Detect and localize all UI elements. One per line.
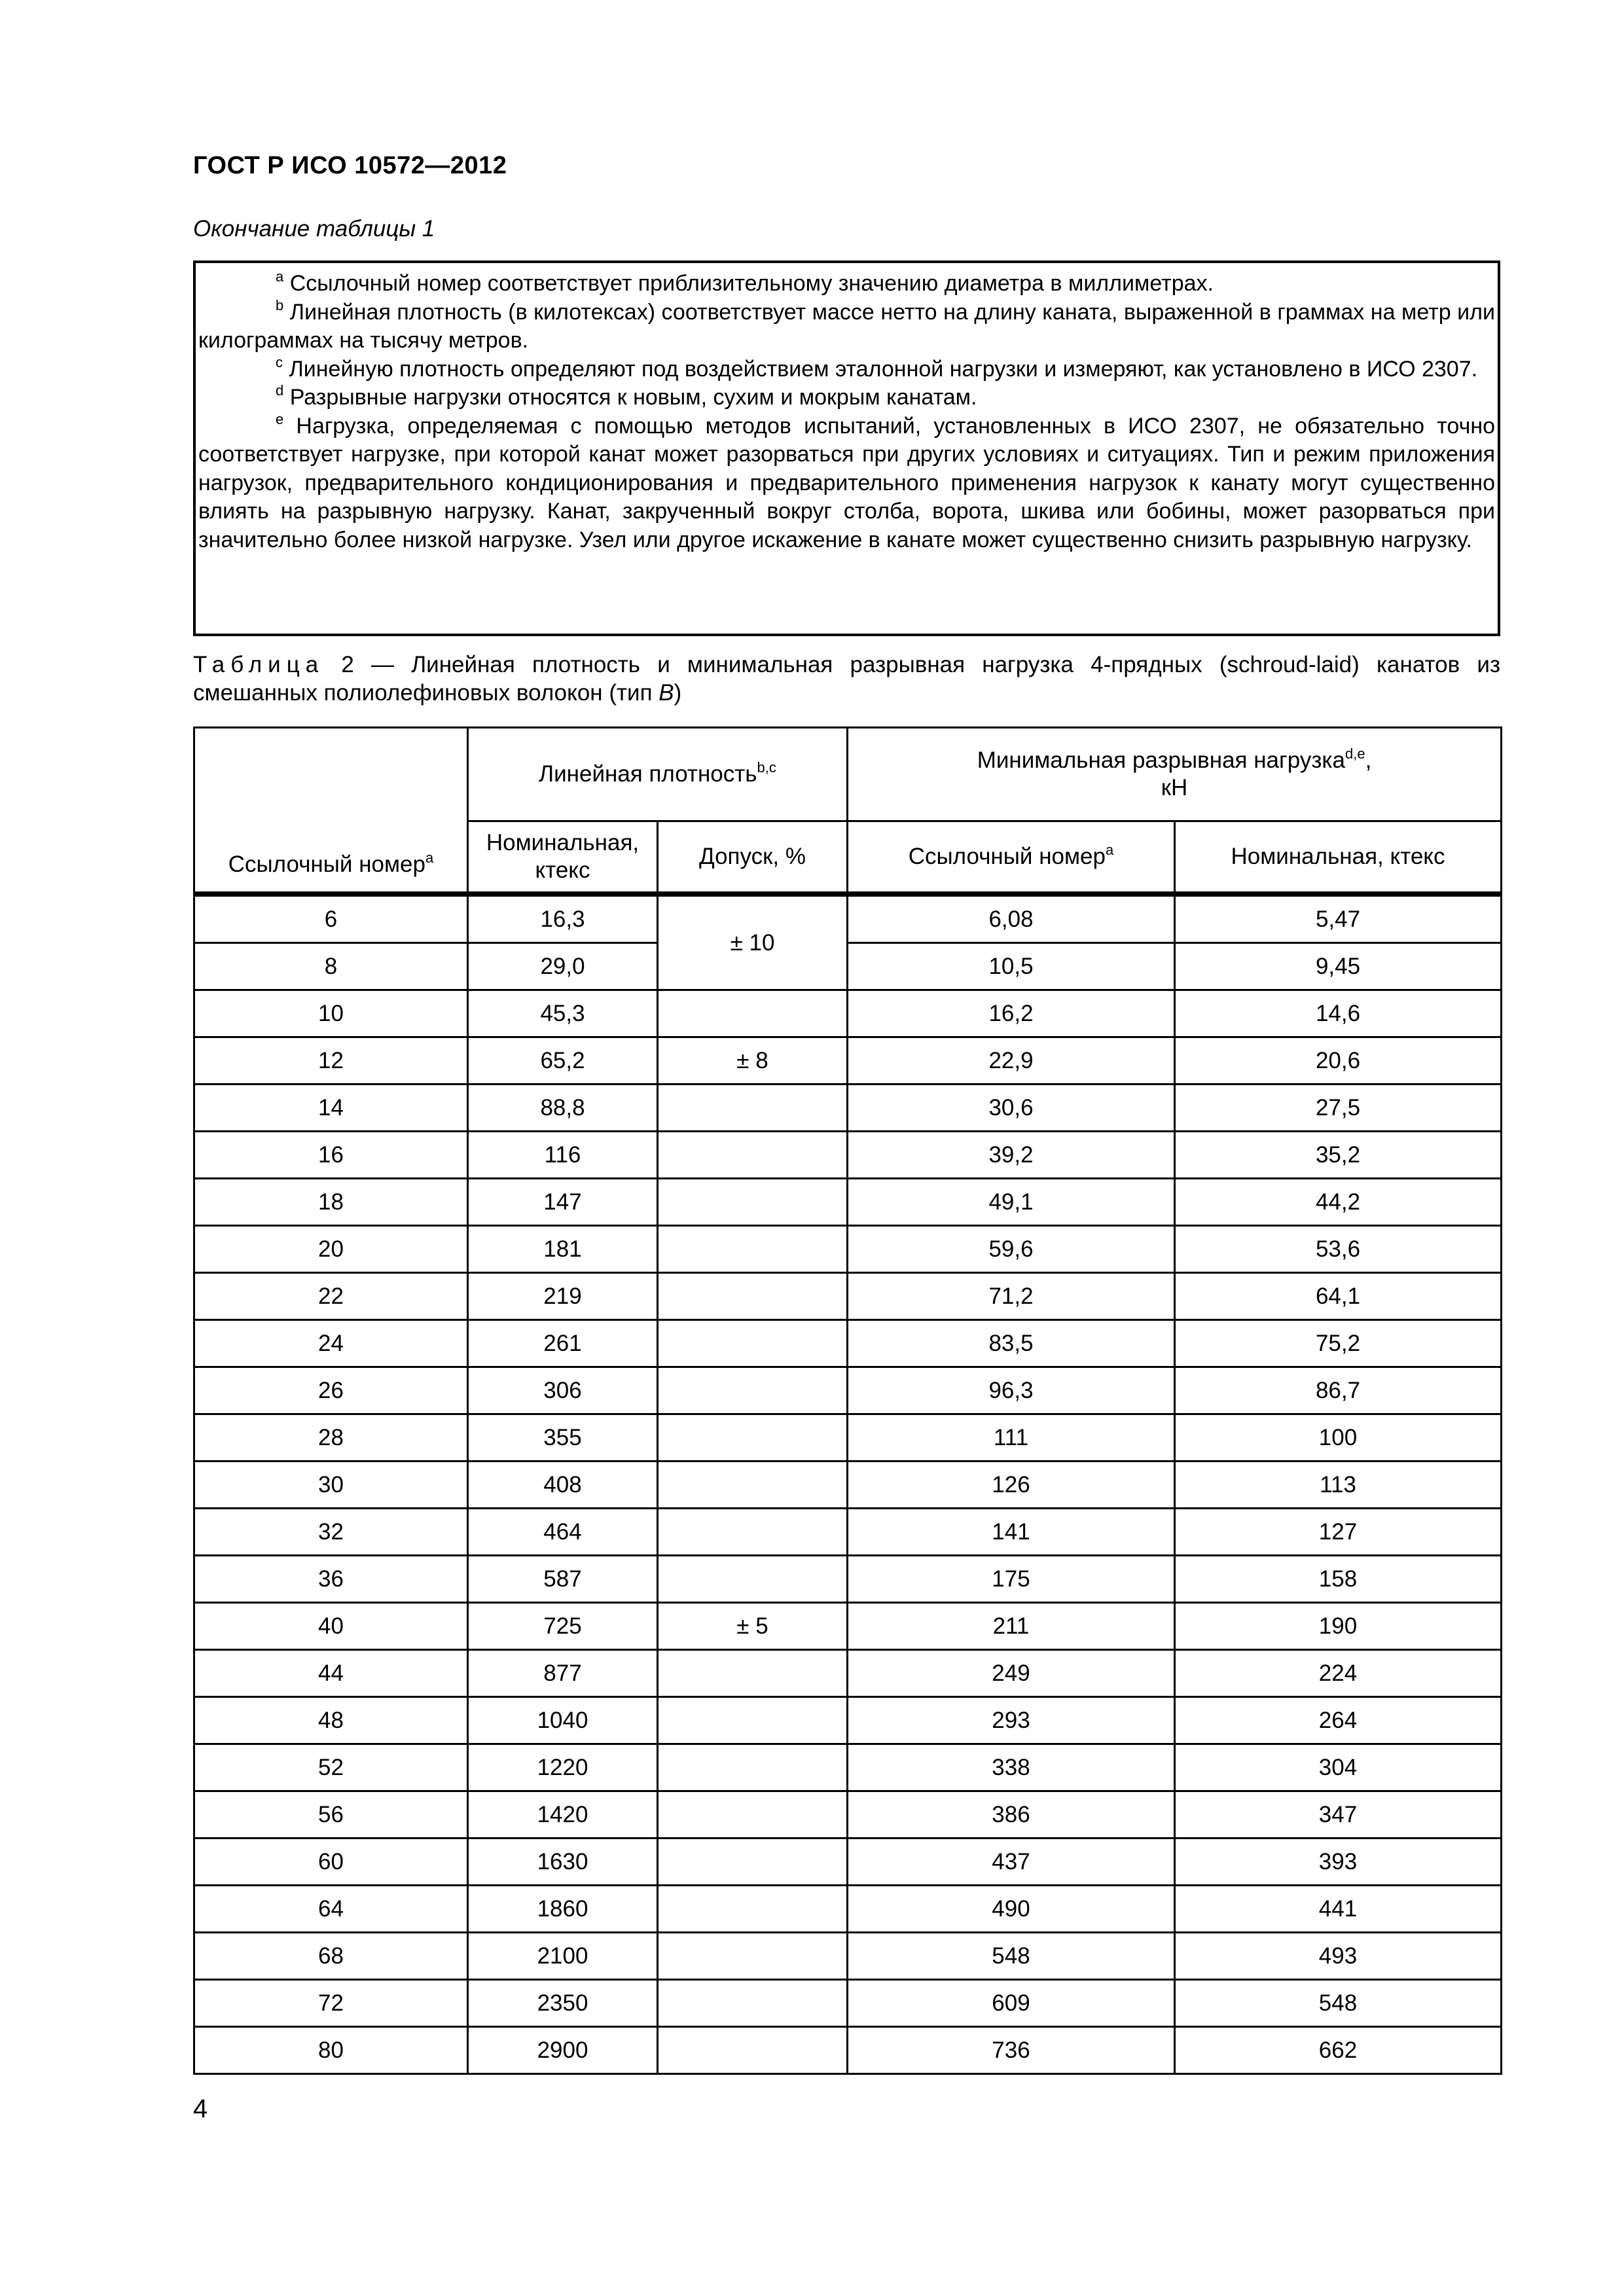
cell-breaking-load: 111	[848, 1414, 1175, 1462]
cell-nominal-ktex: 725	[468, 1603, 658, 1650]
cell-ref-number: 30	[194, 1462, 468, 1509]
cell-ref-number: 28	[194, 1414, 468, 1462]
cell-breaking-load-nominal: 86,7	[1175, 1367, 1502, 1414]
table-row	[194, 990, 1502, 1037]
header-tolerance: Допуск, %	[658, 821, 848, 895]
cell-tolerance-empty	[658, 1414, 848, 1462]
table-row	[194, 1886, 1502, 1933]
cell-breaking-load-nominal: 127	[1175, 1509, 1502, 1556]
cell-breaking-load: 10,5	[848, 943, 1175, 990]
footnote-text: Ссылочный номер соответствует приблизительному значению диаметра в миллиметрах.	[289, 271, 1214, 296]
header-linear-density	[468, 728, 848, 821]
cell-breaking-load: 6,08	[848, 894, 1175, 943]
header-footnote-mark: d,e	[1344, 745, 1365, 762]
cell-nominal-ktex: 2350	[468, 1980, 658, 2027]
cell-breaking-load-nominal: 393	[1175, 1839, 1502, 1886]
header-footnote-mark: a	[425, 850, 434, 866]
header-linear-density-text: Линейная плотность	[539, 761, 757, 787]
cell-tolerance-empty	[658, 1650, 848, 1697]
cell-breaking-load-nominal: 75,2	[1175, 1320, 1502, 1367]
cell-ref-number: 20	[194, 1226, 468, 1273]
cell-ref-number: 26	[194, 1367, 468, 1414]
cell-ref-number: 80	[194, 2027, 468, 2074]
header-unit-kn: кН	[1161, 775, 1188, 800]
cell-ref-number: 10	[194, 990, 468, 1037]
cell-breaking-load: 59,6	[848, 1226, 1175, 1273]
cell-nominal-ktex: 2100	[468, 1933, 658, 1980]
table-row	[194, 1132, 1502, 1179]
table-row	[194, 1697, 1502, 1744]
table-caption-text: 2 — Линейная плотность и минимальная разрывная нагрузка 4-прядных (schroud-laid) канатов из смешанных полиолефиновых волокон (тип	[193, 652, 1500, 706]
cell-breaking-load-nominal: 35,2	[1175, 1132, 1502, 1179]
cell-breaking-load-nominal: 347	[1175, 1791, 1502, 1839]
header-footnote-mark: a	[1105, 842, 1114, 858]
cell-tolerance-empty	[658, 1980, 848, 2027]
cell-ref-number: 22	[194, 1273, 468, 1320]
cell-breaking-load: 71,2	[848, 1273, 1175, 1320]
cell-breaking-load: 338	[848, 1744, 1175, 1791]
cell-tolerance: ± 8	[658, 1037, 848, 1085]
cell-ref-number: 48	[194, 1697, 468, 1744]
cell-nominal-ktex: 355	[468, 1414, 658, 1462]
table-caption-label: Таблица	[193, 652, 325, 677]
cell-breaking-load-nominal: 100	[1175, 1414, 1502, 1462]
table-row	[194, 1839, 1502, 1886]
cell-tolerance-empty	[658, 990, 848, 1037]
cell-breaking-load: 490	[848, 1886, 1175, 1933]
table-row	[194, 1179, 1502, 1226]
table-caption-type-letter: B	[659, 680, 674, 706]
cell-nominal-ktex: 1860	[468, 1886, 658, 1933]
cell-tolerance-empty	[658, 1273, 848, 1320]
cell-ref-number: 6	[194, 894, 468, 943]
table-row	[194, 1320, 1502, 1367]
header-ref-number	[194, 728, 468, 895]
table-row	[194, 1650, 1502, 1697]
table-row	[194, 1462, 1502, 1509]
cell-nominal-ktex: 88,8	[468, 1085, 658, 1132]
cell-tolerance-empty	[658, 1367, 848, 1414]
cell-ref-number: 44	[194, 1650, 468, 1697]
table-row	[194, 1085, 1502, 1132]
cell-nominal-ktex: 2900	[468, 2027, 658, 2074]
footnote	[198, 384, 1495, 412]
cell-nominal-ktex: 306	[468, 1367, 658, 1414]
cell-tolerance-empty	[658, 1697, 848, 1744]
cell-ref-number: 56	[194, 1791, 468, 1839]
table-row	[194, 1037, 1502, 1085]
header-sub-nominal-ktex: Номинальная, ктекс	[1175, 821, 1502, 895]
cell-nominal-ktex: 1040	[468, 1697, 658, 1744]
cell-nominal-ktex: 408	[468, 1462, 658, 1509]
cell-tolerance-empty	[658, 1509, 848, 1556]
cell-tolerance-empty	[658, 1886, 848, 1933]
footnote	[198, 270, 1495, 298]
cell-breaking-load-nominal: 113	[1175, 1462, 1502, 1509]
cell-nominal-ktex: 116	[468, 1132, 658, 1179]
cell-tolerance-empty	[658, 1226, 848, 1273]
cell-ref-number: 72	[194, 1980, 468, 2027]
cell-tolerance-empty	[658, 1791, 848, 1839]
table-1-footnotes	[193, 260, 1500, 636]
cell-tolerance-empty	[658, 1839, 848, 1886]
cell-breaking-load: 175	[848, 1556, 1175, 1603]
table-row	[194, 1603, 1502, 1650]
header-sub-ref-number-text: Ссылочный номер	[908, 844, 1106, 869]
footnote-text: Линейную плотность определяют под воздействием эталонной нагрузки и измеряют, как установлено в ИСО 2307.	[289, 356, 1478, 382]
cell-ref-number: 68	[194, 1933, 468, 1980]
cell-ref-number: 64	[194, 1886, 468, 1933]
cell-tolerance-empty	[658, 1320, 848, 1367]
cell-breaking-load: 386	[848, 1791, 1175, 1839]
header-nominal-ktex: Номинальная, ктекс	[468, 821, 658, 895]
table-row	[194, 1980, 1502, 2027]
header-footnote-mark: b,c	[757, 759, 776, 776]
cell-nominal-ktex: 587	[468, 1556, 658, 1603]
footnote-text: Нагрузка, определяемая с помощью методов испытаний, установленных в ИСО 2307, не обязательно точно соответствует нагрузке, при которой канат может разорваться при других условиях и ситуациях. Тип и режим приложения нагрузок, предварительного кондиционирования и предварительного применения нагрузок к канату могут существенно влиять на разрывную нагрузку. Канат, закрученный вокруг столба, ворота, шкива или бобины, может разорваться при значительно более низкой нагрузке. Узел или другое искажение в канате может существенно снизить разрывную нагрузку.	[198, 413, 1495, 552]
cell-tolerance: ± 10	[658, 894, 848, 990]
cell-ref-number: 14	[194, 1085, 468, 1132]
cell-breaking-load-nominal: 548	[1175, 1980, 1502, 2027]
cell-breaking-load-nominal: 27,5	[1175, 1085, 1502, 1132]
table-2-caption	[193, 651, 1500, 707]
cell-ref-number: 16	[194, 1132, 468, 1179]
table-row	[194, 894, 1502, 943]
table-row	[194, 1226, 1502, 1273]
cell-breaking-load: 39,2	[848, 1132, 1175, 1179]
footnote-mark: a	[276, 268, 284, 285]
table-continuation-label: Окончание таблицы 1	[193, 216, 435, 242]
cell-tolerance-empty	[658, 1179, 848, 1226]
cell-breaking-load: 211	[848, 1603, 1175, 1650]
footnote-mark: b	[276, 296, 284, 314]
cell-ref-number: 36	[194, 1556, 468, 1603]
cell-breaking-load-nominal: 53,6	[1175, 1226, 1502, 1273]
table-row	[194, 1791, 1502, 1839]
cell-nominal-ktex: 877	[468, 1650, 658, 1697]
cell-breaking-load-nominal: 20,6	[1175, 1037, 1502, 1085]
cell-tolerance-empty	[658, 1132, 848, 1179]
cell-breaking-load-nominal: 9,45	[1175, 943, 1502, 990]
cell-breaking-load-nominal: 264	[1175, 1697, 1502, 1744]
cell-tolerance: ± 5	[658, 1603, 848, 1650]
cell-breaking-load-nominal: 304	[1175, 1744, 1502, 1791]
cell-nominal-ktex: 181	[468, 1226, 658, 1273]
cell-ref-number: 8	[194, 943, 468, 990]
cell-nominal-ktex: 16,3	[468, 894, 658, 943]
footnote-mark: d	[276, 382, 284, 399]
cell-ref-number: 18	[194, 1179, 468, 1226]
footnote-mark: c	[276, 353, 283, 370]
cell-ref-number: 24	[194, 1320, 468, 1367]
header-min-breaking-load-text: Минимальная разрывная нагрузка	[977, 747, 1345, 773]
cell-nominal-ktex: 1630	[468, 1839, 658, 1886]
cell-nominal-ktex: 464	[468, 1509, 658, 1556]
cell-breaking-load: 293	[848, 1697, 1175, 1744]
table-row	[194, 1414, 1502, 1462]
cell-nominal-ktex: 1220	[468, 1744, 658, 1791]
cell-breaking-load-nominal: 44,2	[1175, 1179, 1502, 1226]
footnote	[198, 298, 1495, 355]
footnote-text: Разрывные нагрузки относятся к новым, сухим и мокрым канатам.	[289, 385, 977, 410]
cell-ref-number: 40	[194, 1603, 468, 1650]
cell-nominal-ktex: 65,2	[468, 1037, 658, 1085]
cell-nominal-ktex: 1420	[468, 1791, 658, 1839]
table-row	[194, 1367, 1502, 1414]
cell-breaking-load-nominal: 224	[1175, 1650, 1502, 1697]
table-row	[194, 1273, 1502, 1320]
cell-breaking-load-nominal: 64,1	[1175, 1273, 1502, 1320]
cell-nominal-ktex: 147	[468, 1179, 658, 1226]
cell-breaking-load: 30,6	[848, 1085, 1175, 1132]
cell-nominal-ktex: 219	[468, 1273, 658, 1320]
cell-tolerance-empty	[658, 1462, 848, 1509]
cell-breaking-load-nominal: 158	[1175, 1556, 1502, 1603]
cell-breaking-load: 83,5	[848, 1320, 1175, 1367]
cell-breaking-load-nominal: 5,47	[1175, 894, 1502, 943]
cell-ref-number: 60	[194, 1839, 468, 1886]
cell-breaking-load: 141	[848, 1509, 1175, 1556]
cell-tolerance-empty	[658, 1933, 848, 1980]
cell-breaking-load: 736	[848, 2027, 1175, 2074]
footnote	[198, 412, 1495, 555]
footnote-text: Линейная плотность (в килотексах) соответствует массе нетто на длину каната, выраженной в граммах на метр или килограммах на тысячу метров.	[198, 299, 1495, 353]
table-row	[194, 1556, 1502, 1603]
header-ref-number-text: Ссылочный номер	[228, 852, 425, 877]
footnote	[198, 355, 1495, 384]
table-row	[194, 1509, 1502, 1556]
table-row	[194, 2027, 1502, 2074]
cell-nominal-ktex: 29,0	[468, 943, 658, 990]
cell-breaking-load-nominal: 190	[1175, 1603, 1502, 1650]
cell-ref-number: 32	[194, 1509, 468, 1556]
table-caption-close: )	[674, 680, 682, 706]
cell-breaking-load: 49,1	[848, 1179, 1175, 1226]
table-row	[194, 943, 1502, 990]
cell-breaking-load: 96,3	[848, 1367, 1175, 1414]
cell-tolerance-empty	[658, 1744, 848, 1791]
table-body	[194, 894, 1502, 2074]
cell-breaking-load-nominal: 441	[1175, 1886, 1502, 1933]
table-row	[194, 1744, 1502, 1791]
cell-tolerance-empty	[658, 1085, 848, 1132]
cell-breaking-load-nominal: 493	[1175, 1933, 1502, 1980]
page-number: 4	[193, 2094, 208, 2123]
footnote-mark: e	[276, 410, 284, 427]
cell-ref-number: 52	[194, 1744, 468, 1791]
cell-breaking-load: 437	[848, 1839, 1175, 1886]
cell-nominal-ktex: 45,3	[468, 990, 658, 1037]
cell-breaking-load: 16,2	[848, 990, 1175, 1037]
cell-breaking-load: 126	[848, 1462, 1175, 1509]
table-row	[194, 1933, 1502, 1980]
header-sub-ref-number	[848, 821, 1175, 895]
cell-tolerance-empty	[658, 2027, 848, 2074]
header-min-breaking-load: Минимальная разрывная нагрузка$^{d,e}$, кН	[848, 728, 1502, 821]
cell-breaking-load: 609	[848, 1980, 1175, 2027]
cell-breaking-load: 22,9	[848, 1037, 1175, 1085]
cell-ref-number: 12	[194, 1037, 468, 1085]
table-2	[193, 726, 1502, 2075]
cell-breaking-load-nominal: 14,6	[1175, 990, 1502, 1037]
cell-tolerance-empty	[658, 1556, 848, 1603]
document-header: ГОСТ Р ИСО 10572—2012	[193, 152, 507, 179]
cell-breaking-load: 249	[848, 1650, 1175, 1697]
cell-breaking-load: 548	[848, 1933, 1175, 1980]
cell-nominal-ktex: 261	[468, 1320, 658, 1367]
cell-breaking-load-nominal: 662	[1175, 2027, 1502, 2074]
